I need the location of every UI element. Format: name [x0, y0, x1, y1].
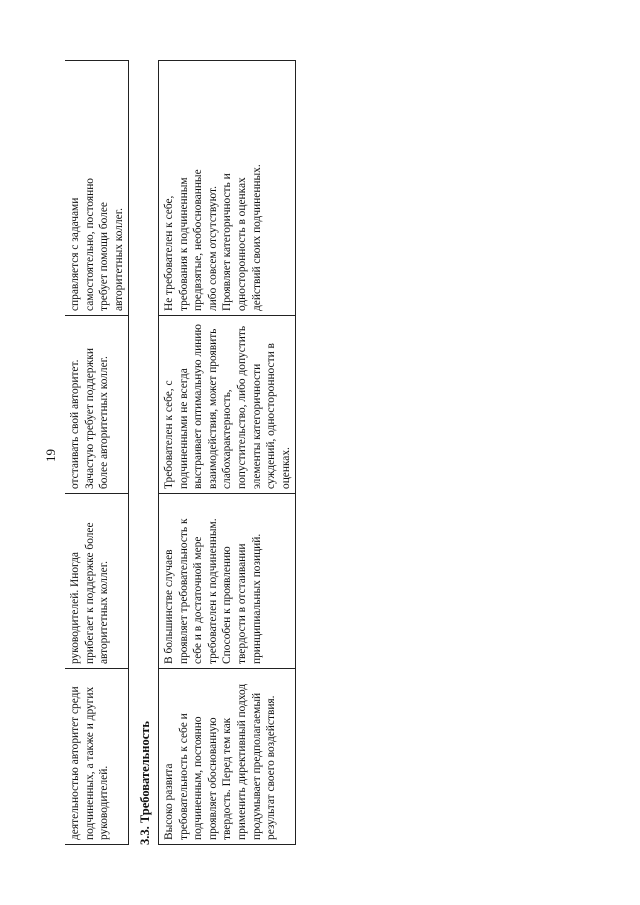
table-cell: Высоко развита требовательность к себе и подчиненным, постоянно проявляет обоснованную твердость. Перед тем как применить директивный подход продумывает предполагаемый результат своего воздействия.: [159, 669, 296, 845]
table-cell: отстаивать свой авторитет. Зачастую требует поддержки более авторитетных коллег.: [65, 316, 129, 494]
section-table: [158, 60, 296, 845]
table-cell: справляется с задачами самостоятельно, постоянно требует помощи более авторитетных коллег.: [65, 61, 129, 316]
table-cell: В большинстве случаев проявляет требовательность к себе и в достаточной мере требователен к подчиненным. Способен к проявлению твердости в отстаивании принципиальных позиций.: [159, 494, 296, 669]
top-table-fragment: [65, 60, 129, 845]
table-cell: деятельностью авторитет среди подчиненных, а также и других руководителей.: [65, 669, 129, 845]
section-heading: 3.3. Требовательность: [138, 721, 152, 845]
page-number: 19: [43, 449, 58, 462]
table-cell: Требователен к себе, с подчиненными не всегда выстраивает оптимальную линию взаимодействия, может проявить слабохарактерность, попустительство, либо допустить элементы категоричности суждений, односторонности в оценках.: [159, 316, 296, 494]
table-row: [65, 61, 129, 845]
table-row: [159, 61, 296, 845]
table-cell: Не требователен к себе, требования к подчиненным предвзятые, необоснованные либо совсем отсутствуют. Проявляет категоричность и односторонность в оценках действий своих подчиненных.: [159, 61, 296, 316]
table-cell: руководителей. Иногда прибегает к поддержке более авторитетных коллег.: [65, 494, 129, 669]
